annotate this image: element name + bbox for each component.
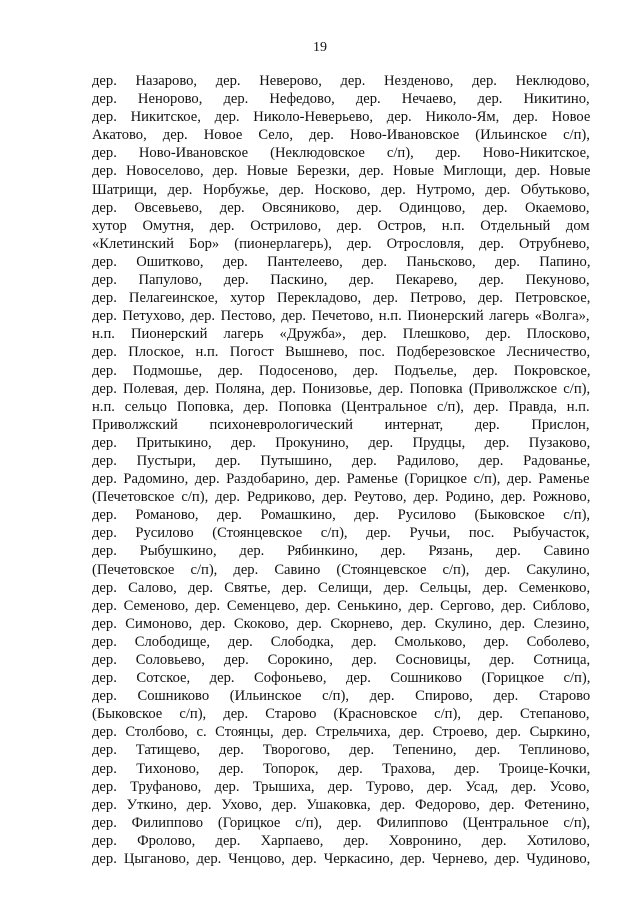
text-line: дер. Сотское, дер. Софоньево, дер. Сошниково (Горицкое с/п),	[92, 670, 591, 687]
text-line: дер. Полевая, дер. Поляна, дер. Понизовье, дер. Поповка (Приволжское с/п),	[92, 380, 591, 397]
text-line: дер. Пустыри, дер. Путышино, дер. Радилово, дер. Радованье,	[92, 452, 591, 469]
text-line: дер. Татищево, дер. Творогово, дер. Тепенино, дер. Теплиново,	[92, 742, 590, 759]
text-line: хутор Омутня, дер. Острилово, дер. Остров, н.п. Отдельный дом	[92, 217, 590, 234]
text-line: дер. Назарово, дер. Неверово, дер. Незденово, дер. Неклюдово,	[92, 73, 590, 89]
text-line: дер. Пелагеинское, хутор Перекладово, дер. Петрово, дер. Петровское,	[92, 290, 591, 307]
page-number: 19	[313, 40, 327, 55]
text-line: дер. Филиппово (Горицкое с/п), дер. Филиппово (Центральное с/п),	[92, 814, 591, 831]
text-line: (Быковское с/п), дер. Старово (Красновское с/п), дер. Степаново,	[92, 706, 590, 723]
text-line: Шатрищи, дер. Норбужье, дер. Носково, дер. Нутромо, дер. Обутьково,	[92, 181, 590, 198]
text-line: дер. Петухово, дер. Пестово, дер. Печетово, н.п. Пионерский лагерь «Волга»,	[92, 308, 590, 325]
text-line: дер. Тихоново, дер. Топорок, дер. Трахова, дер. Троице-Кочки,	[92, 760, 591, 777]
text-line: дер. Цыганово, дер. Ченцово, дер. Черкасино, дер. Черневo, дер. Чудиново,	[92, 851, 591, 868]
text-line: дер. Слободище, дер. Слободка, дер. Смольково, дер. Соболево,	[92, 633, 590, 650]
text-line: (Печетовское с/п), дер. Редриково, дер. Реутово, дер. Родино, дер. Рожново,	[92, 489, 591, 506]
text-line: дер. Салово, дер. Святье, дер. Селищи, дер. Сельцы, дер. Семенково,	[92, 579, 591, 596]
text-line: дер. Рыбушкино, дер. Рябинкино, дер. Рязань, дер. Савино	[92, 543, 590, 560]
text-line: дер. Романово, дер. Ромашкино, дер. Русилово (Быковское с/п),	[92, 507, 591, 524]
text-line: дер. Соловьево, дер. Сорокино, дер. Сосновицы, дер. Сотница,	[92, 652, 591, 668]
text-line: дер. Притыкино, дер. Прокунино, дер. Прудцы, дер. Пузаково,	[92, 434, 591, 451]
text-line: дер. Русилово (Стоянцевское с/п), дер. Ручьи, пос. Рыбучасток,	[92, 525, 590, 542]
text-line: дер. Никитское, дер. Николо-Неверьево, дер. Николо-Ям, дер. Новое	[92, 109, 591, 126]
text-line: дер. Уткино, дер. Ухово, дер. Ушаковка, дер. Федорово, дер. Фетенино,	[92, 796, 590, 813]
text-line: дер. Плоское, н.п. Погост Вышнево, пос. Подберезовское Лесничество,	[92, 344, 591, 361]
text-line: дер. Папулово, дер. Паскино, дер. Пекарево, дер. Пекуново,	[92, 272, 590, 289]
text-line: дер. Подмошье, дер. Подосеново, дер. Подъелье, дер. Покровское,	[92, 362, 591, 379]
text-line: дер. Столбово, с. Стоянцы, дер. Стрельчиха, дер. Строево, дер. Сыркино,	[92, 724, 591, 741]
text-line: «Клетинский Бор» (пионерлагерь), дер. Отрословля, дер. Отрубнево,	[92, 235, 590, 252]
body-text	[92, 72, 590, 868]
text-line: дер. Ново-Ивановское (Неклюдовское с/п), дер. Ново-Никитское,	[92, 145, 590, 162]
text-line: Акатово, дер. Новое Село, дер. Ново-Ивановское (Ильинское с/п),	[92, 127, 590, 144]
text-line: дер. Ошитково, дер. Пантелеево, дер. Паньсково, дер. Папино,	[92, 253, 591, 270]
text-line: Приволжский психоневрологический интернат, дер. Прислон,	[92, 416, 590, 433]
text-line: дер. Овсевьево, дер. Овсяниково, дер. Одинцово, дер. Окаемово,	[92, 199, 590, 216]
text-line: н.п. Пионерский лагерь «Дружба», дер. Плешково, дер. Плосково,	[92, 326, 591, 343]
text-line: дер. Радомино, дер. Раздобарино, дер. Раменье (Горицкое с/п), дер. Раменье	[92, 471, 590, 488]
text-line: дер. Фролово, дер. Харпаево, дер. Ховронино, дер. Хотилово,	[92, 832, 590, 849]
text-line: дер. Новоселово, дер. Новые Березки, дер. Новые Миглощи, дер. Новые	[92, 163, 591, 180]
text-line: дер. Ненорово, дер. Нефедово, дер. Нечаево, дер. Никитино,	[92, 91, 590, 108]
text-line: н.п. сельцо Поповка, дер. Поповка (Центральное с/п), дер. Правда, н.п.	[92, 398, 590, 415]
text-line: (Печетовское с/п), дер. Савино (Стоянцевское с/п), дер. Сакулино,	[92, 561, 590, 578]
text-line: дер. Семеново, дер. Семенцево, дер. Сенькино, дер. Сергово, дер. Сиблово,	[92, 597, 590, 614]
text-line: дер. Симоново, дер. Скоково, дер. Скорнево, дер. Скулино, дер. Слезино,	[92, 615, 590, 632]
text-line: дер. Сошниково (Ильинское с/п), дер. Спирово, дер. Старово	[92, 688, 591, 705]
text-line: дер. Труфаново, дер. Трышиха, дер. Турово, дер. Усад, дер. Усово,	[92, 778, 590, 795]
